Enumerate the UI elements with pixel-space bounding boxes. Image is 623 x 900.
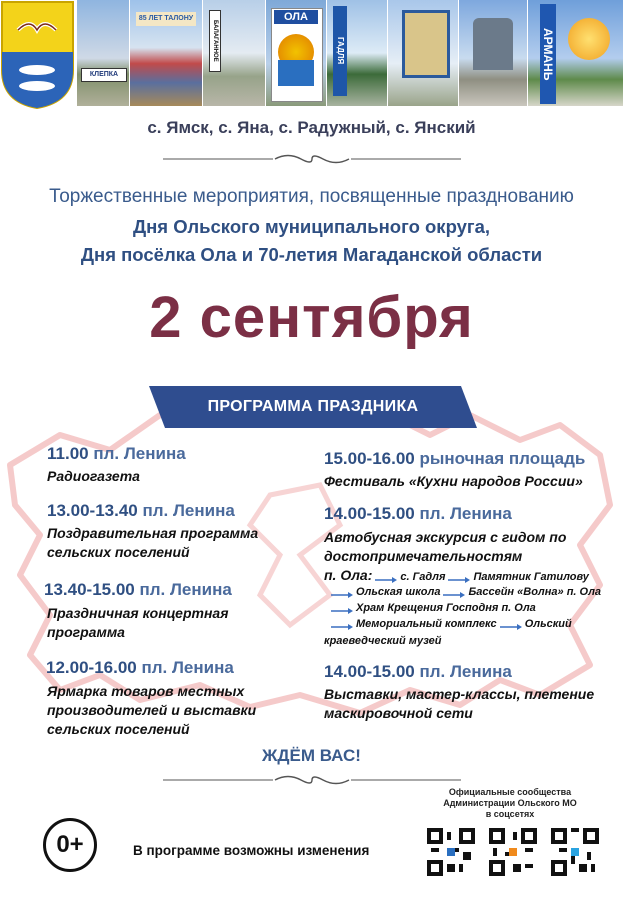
intro-line-2: Дня Ольского муниципального округа, (132, 216, 491, 237)
route-stop: краеведческий музей (324, 635, 442, 647)
event-date: 2 сентября (149, 285, 474, 350)
event-left-2-desc-1: Поздравительная программа (47, 525, 259, 541)
event-left-3-desc-1: Праздничная концертная (47, 605, 229, 621)
event-right-1-time-row (324, 449, 585, 469)
event-left-1-desc: Радиогазета (47, 468, 140, 484)
qr-code-vk[interactable] (427, 828, 475, 876)
villages-list: с. Ямск, с. Яна, с. Радужный, с. Янский (147, 118, 476, 137)
route-arrow-icon (443, 589, 465, 595)
route-arrow-icon (375, 574, 397, 580)
age-rating-badge: 0+ (43, 818, 97, 872)
photo-gadlya (327, 0, 387, 106)
event-left-4-time-row (46, 658, 234, 678)
route-stop: Бассейн «Волна» п. Ола (468, 586, 602, 598)
event-place: пл. Ленина (141, 658, 234, 677)
route-arrow-icon (331, 589, 353, 595)
event-time: 14.00-15.00 (324, 662, 415, 681)
route-stop: Мемориальный комплекс (356, 618, 497, 630)
event-right-1-desc: Фестиваль «Кухни народов России» (324, 473, 583, 489)
event-left-4-desc-1: Ярмарка товаров местных (47, 683, 245, 699)
official-line-3: в соцсетях (485, 809, 535, 819)
ornament-divider-bottom (163, 773, 461, 787)
event-right-3-desc-1: Выставки, мастер-классы, плетение (324, 686, 595, 702)
event-left-3-time-row (44, 580, 232, 600)
route-row-4 (328, 618, 572, 630)
event-time: 12.00-16.00 (46, 658, 137, 677)
ola-sign: ОЛА (274, 10, 318, 24)
event-left-2-time-row (47, 501, 235, 521)
route-stop: Ольский (524, 618, 572, 630)
welcome-text: ЖДЁМ ВАС! (262, 746, 361, 765)
ornament-divider-top (163, 152, 461, 166)
event-right-2-time-row (324, 504, 512, 524)
official-line-2: Администрации Ольского МО (443, 798, 577, 808)
official-communities-text (410, 787, 610, 820)
route-row-1 (324, 567, 589, 583)
route-row-5 (324, 635, 442, 647)
photo-monument (388, 0, 458, 106)
gadlya-sign: ГАДЛЯ (333, 6, 347, 96)
photo-balaganoe (203, 0, 265, 106)
anniversary-banner: 85 ЛЕТ ТАЛОНУ (136, 12, 196, 26)
event-time: 11.00 (47, 444, 89, 463)
event-left-2-desc-2: сельских поселений (47, 544, 190, 560)
route-stop: с. Гадля (400, 571, 446, 583)
photo-ola-stele (266, 0, 326, 106)
event-right-2-desc-1: Автобусная экскурсия с гидом по (324, 529, 567, 545)
photo-strip (0, 0, 623, 110)
route-stop: Храм Крещения Господня п. Ола (356, 602, 536, 614)
event-left-1-time-row (47, 444, 186, 464)
event-time: 13.40-15.00 (44, 580, 135, 599)
klepka-sign: КЛЕПКА (81, 68, 127, 82)
program-title: ПРОГРАММА ПРАЗДНИКА (207, 398, 419, 415)
event-left-4-desc-3: сельских поселений (47, 721, 190, 737)
coat-of-arms (0, 0, 75, 110)
changes-notice: В программе возможны изменения (133, 843, 370, 858)
event-time: 15.00-16.00 (324, 449, 415, 468)
photo-celebration (130, 0, 202, 106)
route-arrow-icon (448, 574, 470, 580)
event-left-4-desc-2: производителей и выставки (47, 702, 257, 718)
intro-line-3: Дня посёлка Ола и 70-летия Магаданской области (80, 244, 543, 265)
route-stop: Ольская школа (356, 586, 441, 598)
intro-line-1: Торжественные мероприятия, посвященные празднованию (49, 186, 574, 207)
official-line-1: Официальные сообщества (448, 787, 572, 797)
route-arrow-icon (331, 621, 353, 627)
route-arrow-icon (331, 605, 353, 611)
photo-village-sign (77, 0, 129, 106)
event-time: 14.00-15.00 (324, 504, 415, 523)
event-right-2-desc-2: достопримечательностям (324, 548, 523, 564)
event-place: пл. Ленина (93, 444, 186, 463)
event-place: пл. Ленина (139, 580, 232, 599)
route-stop: Памятник Гатилову (473, 571, 589, 583)
event-left-3-desc-2: программа (47, 624, 125, 640)
event-right-3-desc-2: маскировочной сети (324, 705, 473, 721)
photo-arch (459, 0, 527, 106)
event-right-3-time-row (324, 662, 512, 682)
event-place: пл. Ленина (142, 501, 235, 520)
qr-code-telegram[interactable] (551, 828, 599, 876)
event-place: пл. Ленина (419, 662, 512, 681)
balaganoe-sign: БАЛАГАННОЕ (209, 10, 221, 72)
armani-sign: АРМАНЬ (540, 4, 556, 104)
route-row-2 (328, 586, 601, 598)
route-row-3 (328, 602, 536, 614)
qr-code-ok[interactable] (489, 828, 537, 876)
event-place: рыночная площадь (419, 449, 586, 468)
event-place: пл. Ленина (419, 504, 512, 523)
route-start: п. Ола: (324, 567, 373, 583)
photo-armani (528, 0, 623, 106)
route-arrow-icon (500, 621, 522, 627)
event-time: 13.00-13.40 (47, 501, 138, 520)
